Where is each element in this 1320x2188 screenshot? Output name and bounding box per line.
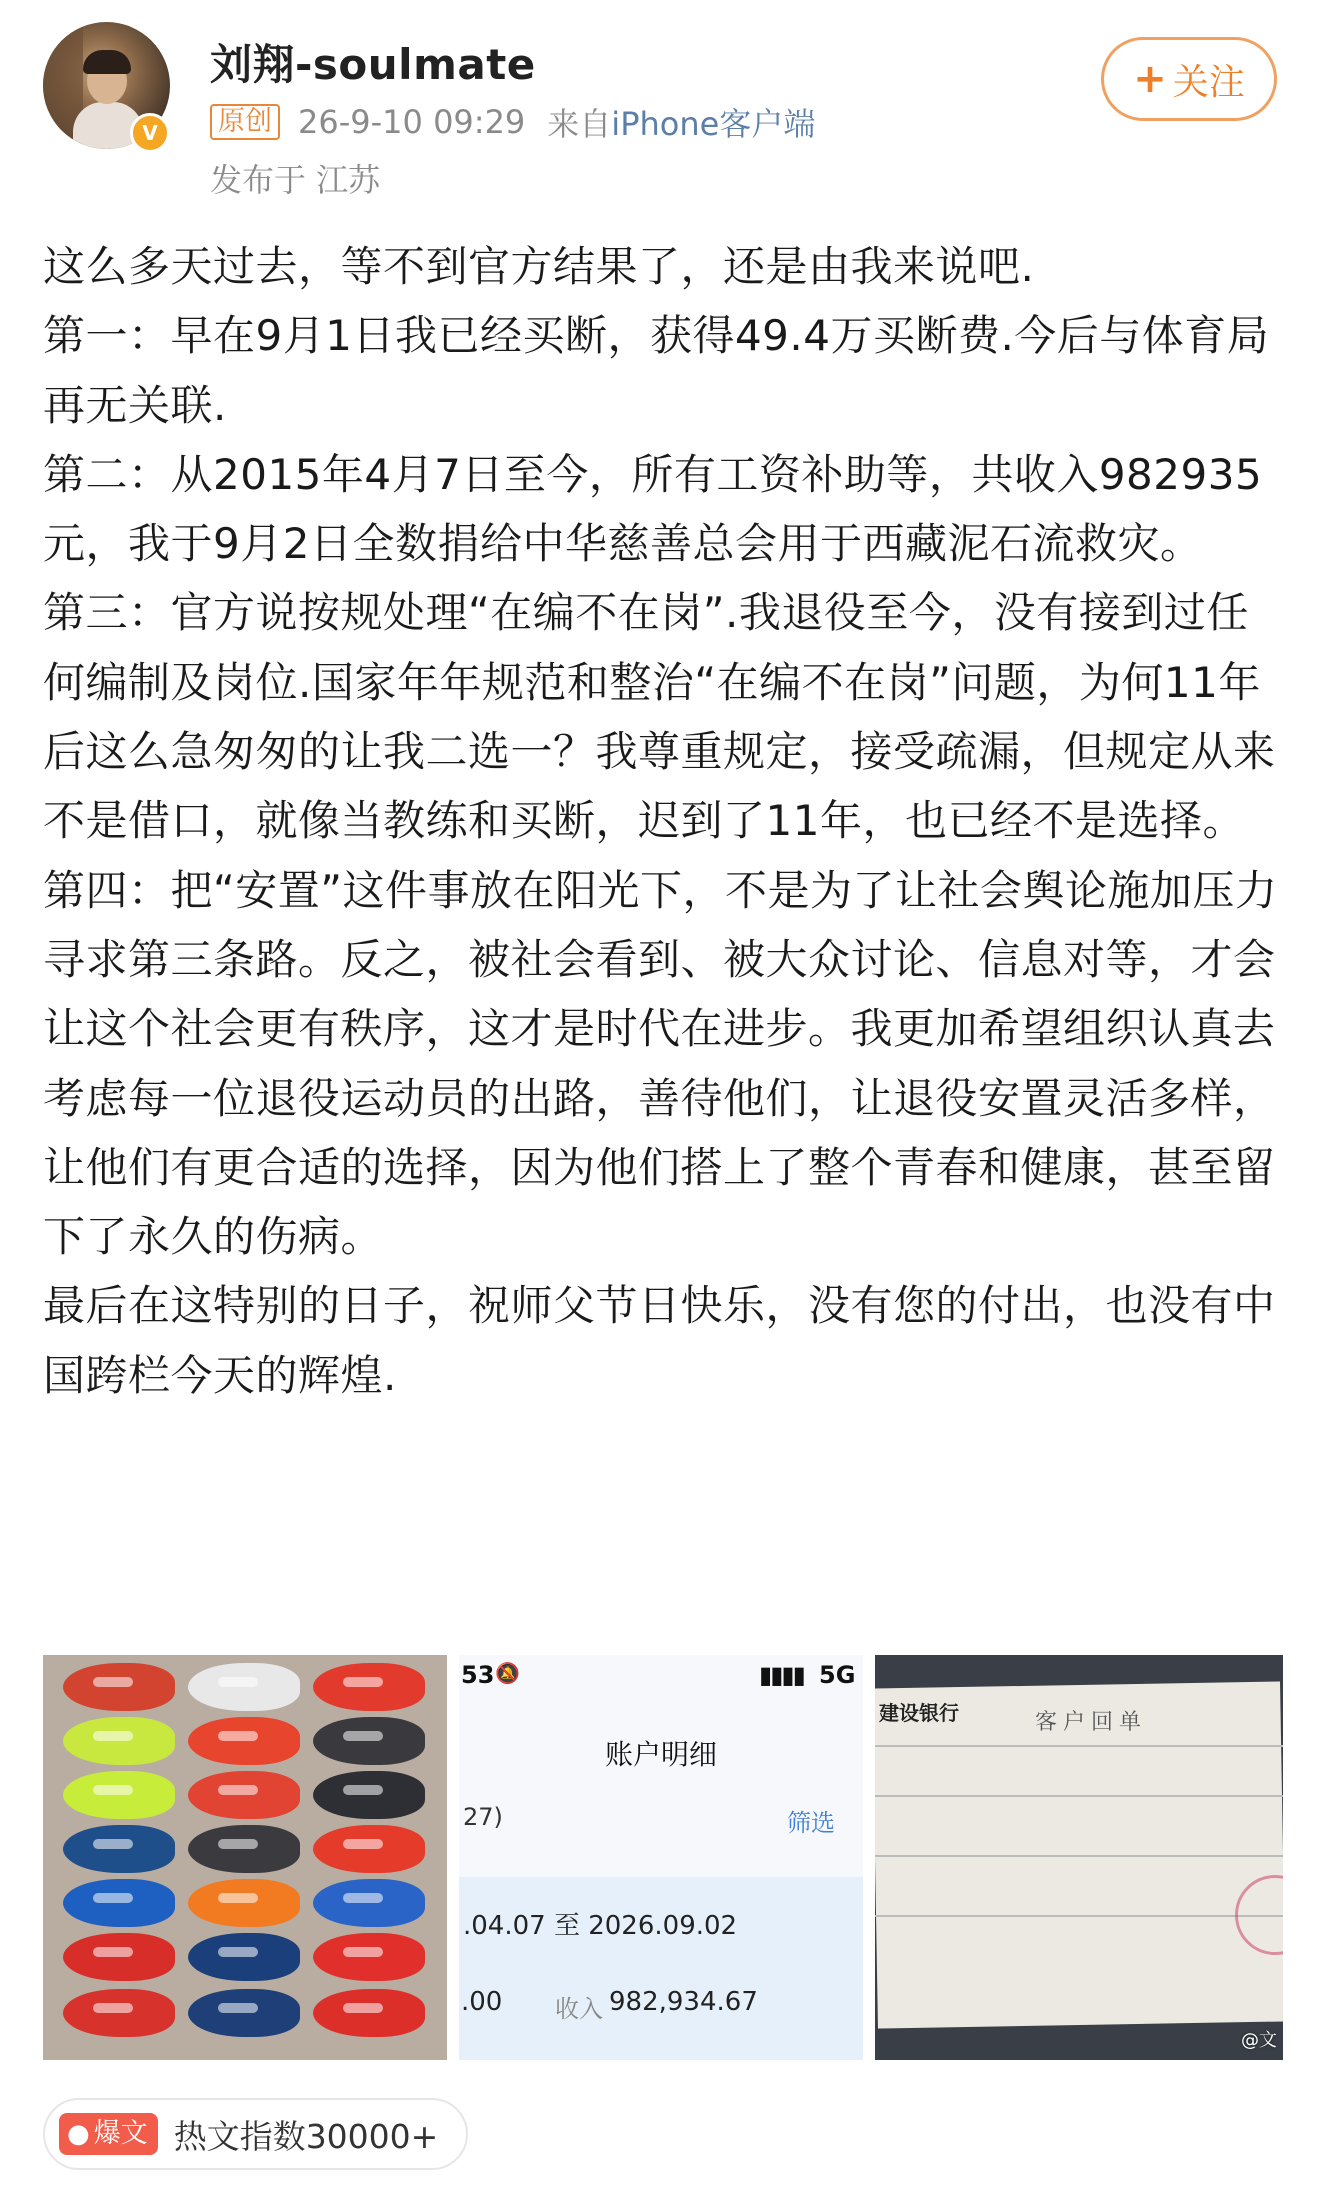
phone-expense: .00	[461, 1987, 503, 2017]
shoe	[63, 1879, 175, 1927]
image-shoes[interactable]	[43, 1655, 447, 2060]
phone-status-bar	[459, 1661, 863, 1697]
receipt-line	[875, 1745, 1283, 1747]
receipt-bank: 建设银行	[879, 1701, 959, 1725]
phone-income-value: 982,934.67	[609, 1987, 758, 2017]
post-meta	[210, 102, 815, 142]
hot-badge	[59, 2113, 158, 2155]
shoe	[313, 1879, 425, 1927]
post-time: 26-9-10 09:29	[298, 103, 526, 141]
network-label: 5G	[819, 1661, 856, 1689]
shoe	[313, 1717, 425, 1765]
flame-icon: ●	[67, 2119, 90, 2149]
hot-badge-label: 爆文	[93, 2118, 148, 2149]
content-paragraph: 最后在这特别的日子，祝师父节日快乐，没有您的付出，也没有中国跨栏今天的辉煌.	[43, 1281, 1276, 1400]
image-account-detail[interactable]	[459, 1655, 863, 2060]
content-paragraph: 第三：官方说按规处理“在编不在岗”.我退役至今，没有接到过任何编制及岗位.国家年年规范和整治“在编不在岗”问题，为何11年后这么急匆匆的让我二选一？我尊重规定，接受疏漏，但规定从来不是借口，就像当教练和买断，迟到了11年，也已经不是选择。	[43, 588, 1276, 846]
hot-index-text: 热文指数30000+	[173, 2116, 439, 2156]
content-paragraph: 第四：把“安置”这件事放在阳光下，不是为了让社会舆论施加压力寻求第三条路。反之，被社会看到、被大众讨论、信息对等，才会让这个社会更有秩序，这才是时代在进步。我更加希望组织认真去考虑每一位退役运动员的出路，善待他们，让退役安置灵活多样，让他们有更合适的选择，因为他们搭上了整个青春和健康，甚至留下了永久的伤病。	[43, 865, 1278, 1262]
verified-mark: V	[142, 121, 158, 145]
shoe	[188, 1771, 300, 1819]
receipt-title: 客户回单	[1035, 1710, 1148, 1735]
shoe	[313, 1771, 425, 1819]
shoe	[313, 1825, 425, 1873]
shoe	[313, 1933, 425, 1981]
shoe	[63, 1771, 175, 1819]
content-paragraph: 第二：从2015年4月7日至今，所有工资补助等，共收入982935元，我于9月2日全数捐给中华慈善总会用于西藏泥石流救灾。	[43, 449, 1263, 569]
follow-label: 关注	[1172, 61, 1245, 103]
post-location: 发布于 江苏	[210, 161, 381, 199]
shoe	[313, 1663, 425, 1711]
shoe	[188, 1717, 300, 1765]
post-header	[0, 0, 1320, 210]
image-bank-receipt[interactable]	[875, 1655, 1283, 2060]
shoe	[63, 1663, 175, 1711]
receipt-line	[875, 1795, 1283, 1797]
follow-button[interactable]	[1101, 37, 1277, 121]
image-grid	[43, 1655, 1283, 2060]
phone-period: 27)	[463, 1803, 503, 1831]
verified-badge-icon	[130, 113, 170, 153]
shoe	[188, 1879, 300, 1927]
image-watermark: @文	[1241, 2030, 1277, 2051]
shoe	[63, 1989, 175, 2037]
shoe	[63, 1933, 175, 1981]
author-name[interactable]: 刘翔-soulmate	[210, 40, 536, 89]
post-content	[43, 232, 1283, 1410]
shoe	[188, 1989, 300, 2037]
phone-filter: 筛选	[787, 1809, 835, 1837]
source-prefix: 来自	[547, 105, 612, 143]
plus-icon: +	[1133, 56, 1167, 102]
shoe	[313, 1989, 425, 2037]
original-badge: 原创	[210, 104, 280, 140]
hot-index-tag[interactable]	[43, 2098, 468, 2170]
shoe	[188, 1663, 300, 1711]
phone-page-title: 账户明细	[604, 1738, 717, 1771]
shoe	[63, 1717, 175, 1765]
shoe	[188, 1825, 300, 1873]
source-link[interactable]: iPhone客户端	[611, 105, 816, 143]
receipt-line	[875, 1855, 1283, 1857]
phone-income-label: 收入	[555, 1995, 603, 2023]
phone-date-range: .04.07 至 2026.09.02	[463, 1911, 738, 1941]
shoe	[63, 1825, 175, 1873]
status-time: 53	[461, 1661, 495, 1689]
avatar-figure-hair	[83, 50, 131, 74]
signal-icon: ▮▮▮▮	[759, 1661, 804, 1689]
shoe	[188, 1933, 300, 1981]
content-paragraph: 第一：早在9月1日我已经买断，获得49.4万买断费.今后与体育局再无关联.	[43, 311, 1270, 430]
bell-mute-icon: 🔕	[495, 1661, 520, 1685]
receipt-line	[875, 1915, 1283, 1917]
content-paragraph: 这么多天过去，等不到官方结果了，还是由我来说吧.	[43, 242, 1035, 291]
